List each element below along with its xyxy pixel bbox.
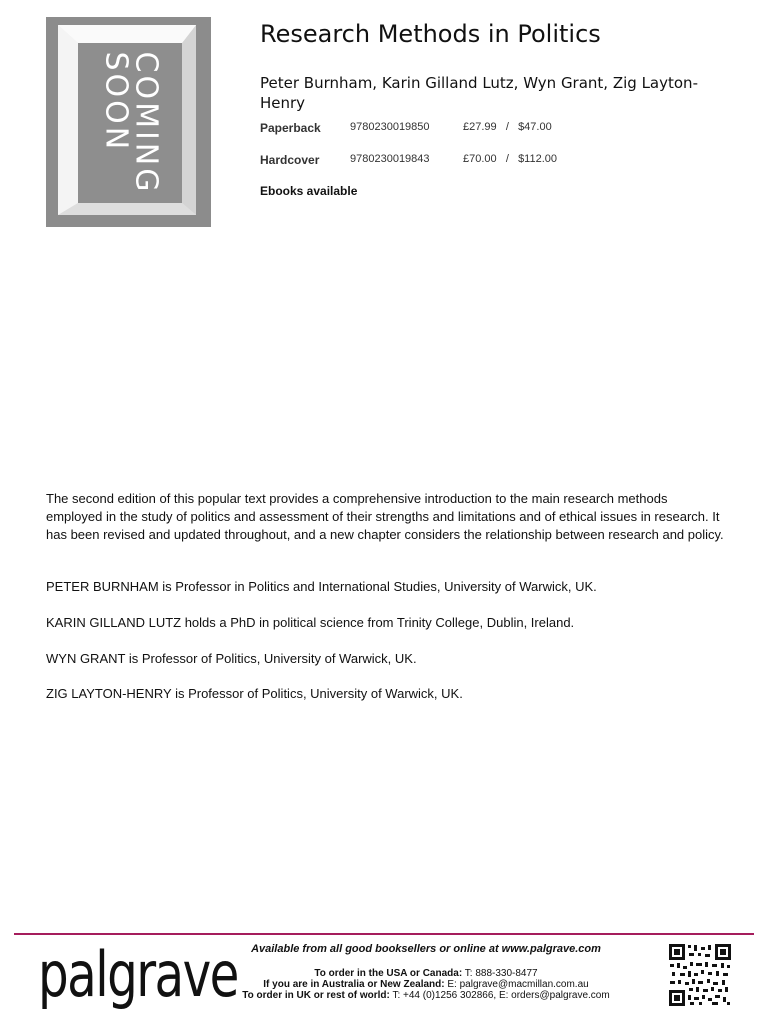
author-bio: PETER BURNHAM is Professor in Politics and International Studies, University of Warwick, UK. [46, 579, 597, 594]
price-usd: $112.00 [518, 153, 558, 165]
order-value: E: palgrave@macmillan.com.au [444, 979, 589, 990]
edition-format: Hardcover [260, 153, 320, 167]
book-description: The second edition of this popular text provides a comprehensive introduction to the main research methods employed in the study of politics and assessment of their strengths and limitations and of ethical issues in research. It has been revised and updated throughout, and a new chapter considers the relationship between research and policy. [46, 491, 724, 542]
price-gbp: £70.00 [463, 153, 497, 165]
price-usd: $47.00 [518, 121, 552, 133]
order-line-usa [226, 968, 626, 979]
book-authors: Peter Burnham, Karin Gilland Lutz, Wyn Grant, Zig Layton-Henry [260, 74, 698, 112]
order-label: To order in the USA or Canada: [314, 968, 463, 979]
ordering-info [226, 968, 626, 1001]
book-title: Research Methods in Politics [260, 20, 601, 48]
author-bio: WYN GRANT is Professor of Politics, University of Warwick, UK. [46, 651, 417, 666]
availability-note: Available from all good booksellers or online at www.palgrave.com [251, 943, 601, 955]
edition-price [463, 153, 557, 165]
price-separator: / [505, 121, 509, 133]
author-bio: ZIG LAYTON-HENRY is Professor of Politics, University of Warwick, UK. [46, 686, 463, 701]
edition-row-paperback [260, 121, 680, 139]
edition-row-hardcover [260, 153, 680, 171]
price-separator: / [505, 153, 509, 165]
order-line-au [226, 979, 626, 990]
edition-price [463, 121, 552, 133]
order-value: T: 888-330-8477 [462, 968, 538, 979]
ebooks-available-note: Ebooks available [260, 184, 358, 198]
order-label: To order in UK or rest of world: [242, 990, 390, 1001]
price-gbp: £27.99 [463, 121, 497, 133]
palgrave-logo: palgrave [38, 938, 238, 1011]
edition-format: Paperback [260, 121, 321, 135]
footer-divider [14, 933, 754, 935]
coming-soon-label: COMING SOON [98, 51, 164, 195]
order-line-uk [226, 990, 626, 1001]
order-label: If you are in Australia or New Zealand: [263, 979, 445, 990]
edition-isbn: 9780230019850 [350, 121, 430, 133]
author-bio: KARIN GILLAND LUTZ holds a PhD in political science from Trinity College, Dublin, Ireland. [46, 615, 575, 630]
order-value: T: +44 (0)1256 302866, E: orders@palgrave.com [389, 990, 610, 1001]
qr-code-icon [668, 943, 732, 1007]
book-cover-image [46, 17, 211, 227]
edition-isbn: 9780230019843 [350, 153, 430, 165]
